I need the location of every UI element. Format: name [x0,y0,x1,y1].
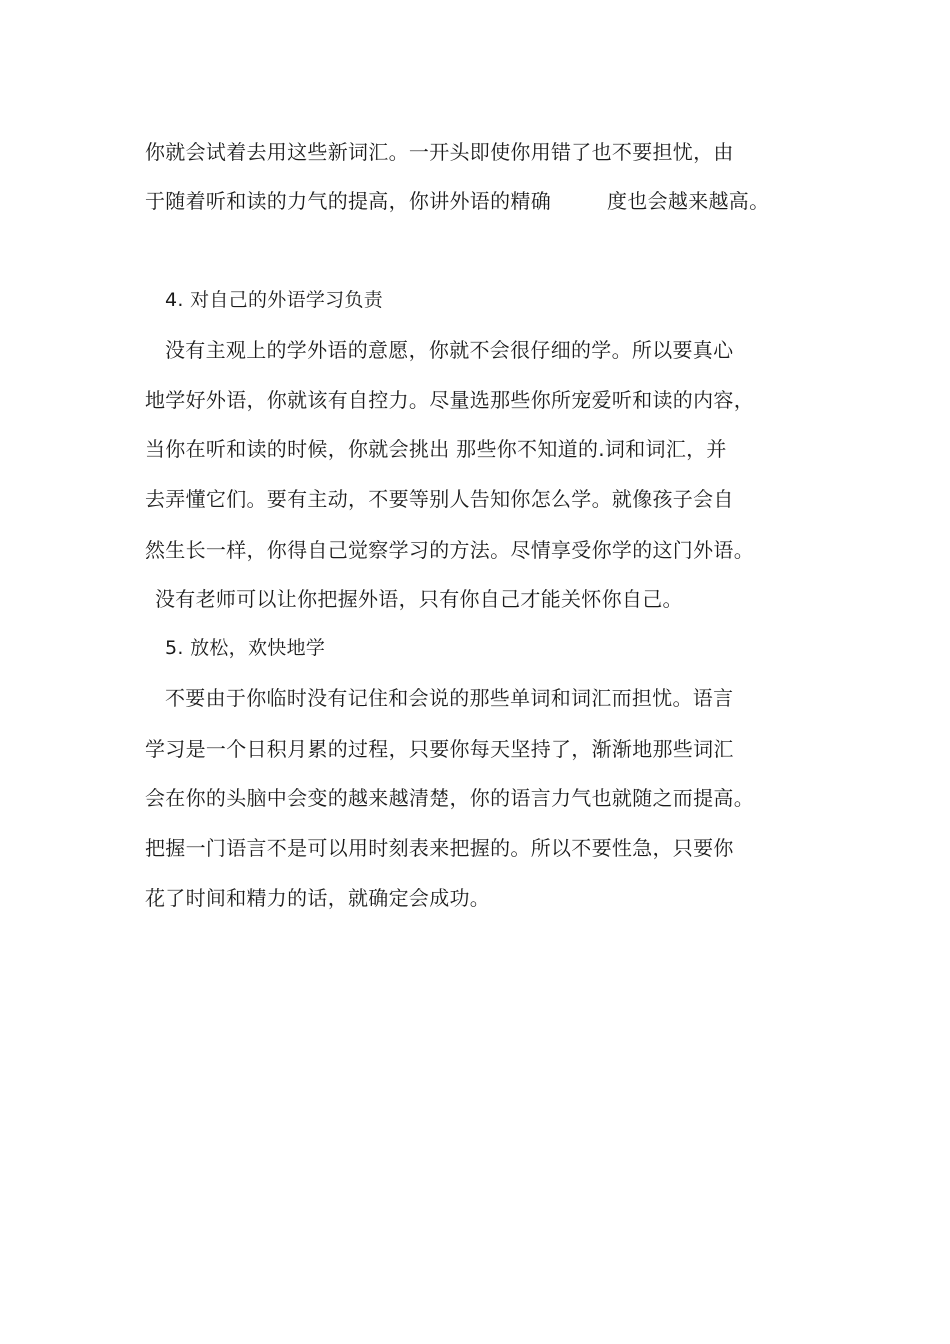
section-heading: 4. 对自己的外语学习负责 [165,289,384,311]
paragraph-line: 没有老师可以让你把握外语，只有你自己才能关怀你自己。 [155,587,683,611]
paragraph-line [145,139,734,165]
paragraph-line: 学习是一个日积月累的过程，只要你每天坚持了，渐渐地那些词汇 [145,737,734,761]
paragraph-line: 当你在听和读的时候，你就会挑出 那些你不知道的.词和词汇，并 [145,437,727,461]
paragraph-line: 不要由于你临时没有记住和会说的那些单词和词汇而担忧。语言 [165,686,734,710]
paragraph-line: 地学好外语，你就该有自控力。尽量选那些你所宠爱听和读的内容， [145,388,754,412]
paragraph-line: 然生长一样，你得自己觉察学习的方法。尽情享受你学的这门外语。 [145,538,754,562]
paragraph-line: 会在你的头脑中会变的越来越清楚，你的语言力气也就随之而提高。 [145,786,754,810]
paragraph-line [145,188,769,214]
paragraph-text: 于随着听和读的力气的提高，你讲外语的精确 [145,189,551,213]
section-heading: 5. 放松，欢快地学 [165,637,326,659]
paragraph-line: 没有主观上的学外语的意愿，你就不会很仔细的学。所以要真心 [165,338,734,362]
paragraph-line: 去弄懂它们。要有主动，不要等别人告知你怎么学。就像孩子会自 [145,487,734,511]
paragraph-line: 花了时间和精力的话，就确定会成功。 [145,886,491,910]
paragraph-line: 把握一门语言不是可以用时刻表来把握的。所以不要性急，只要你 [145,836,734,860]
paragraph-text: 你就会试着去用这些新词汇。一开头即使你用错了也不要担忧，由 [145,140,734,164]
paragraph-text: 度也会越来越高。 [607,189,770,213]
